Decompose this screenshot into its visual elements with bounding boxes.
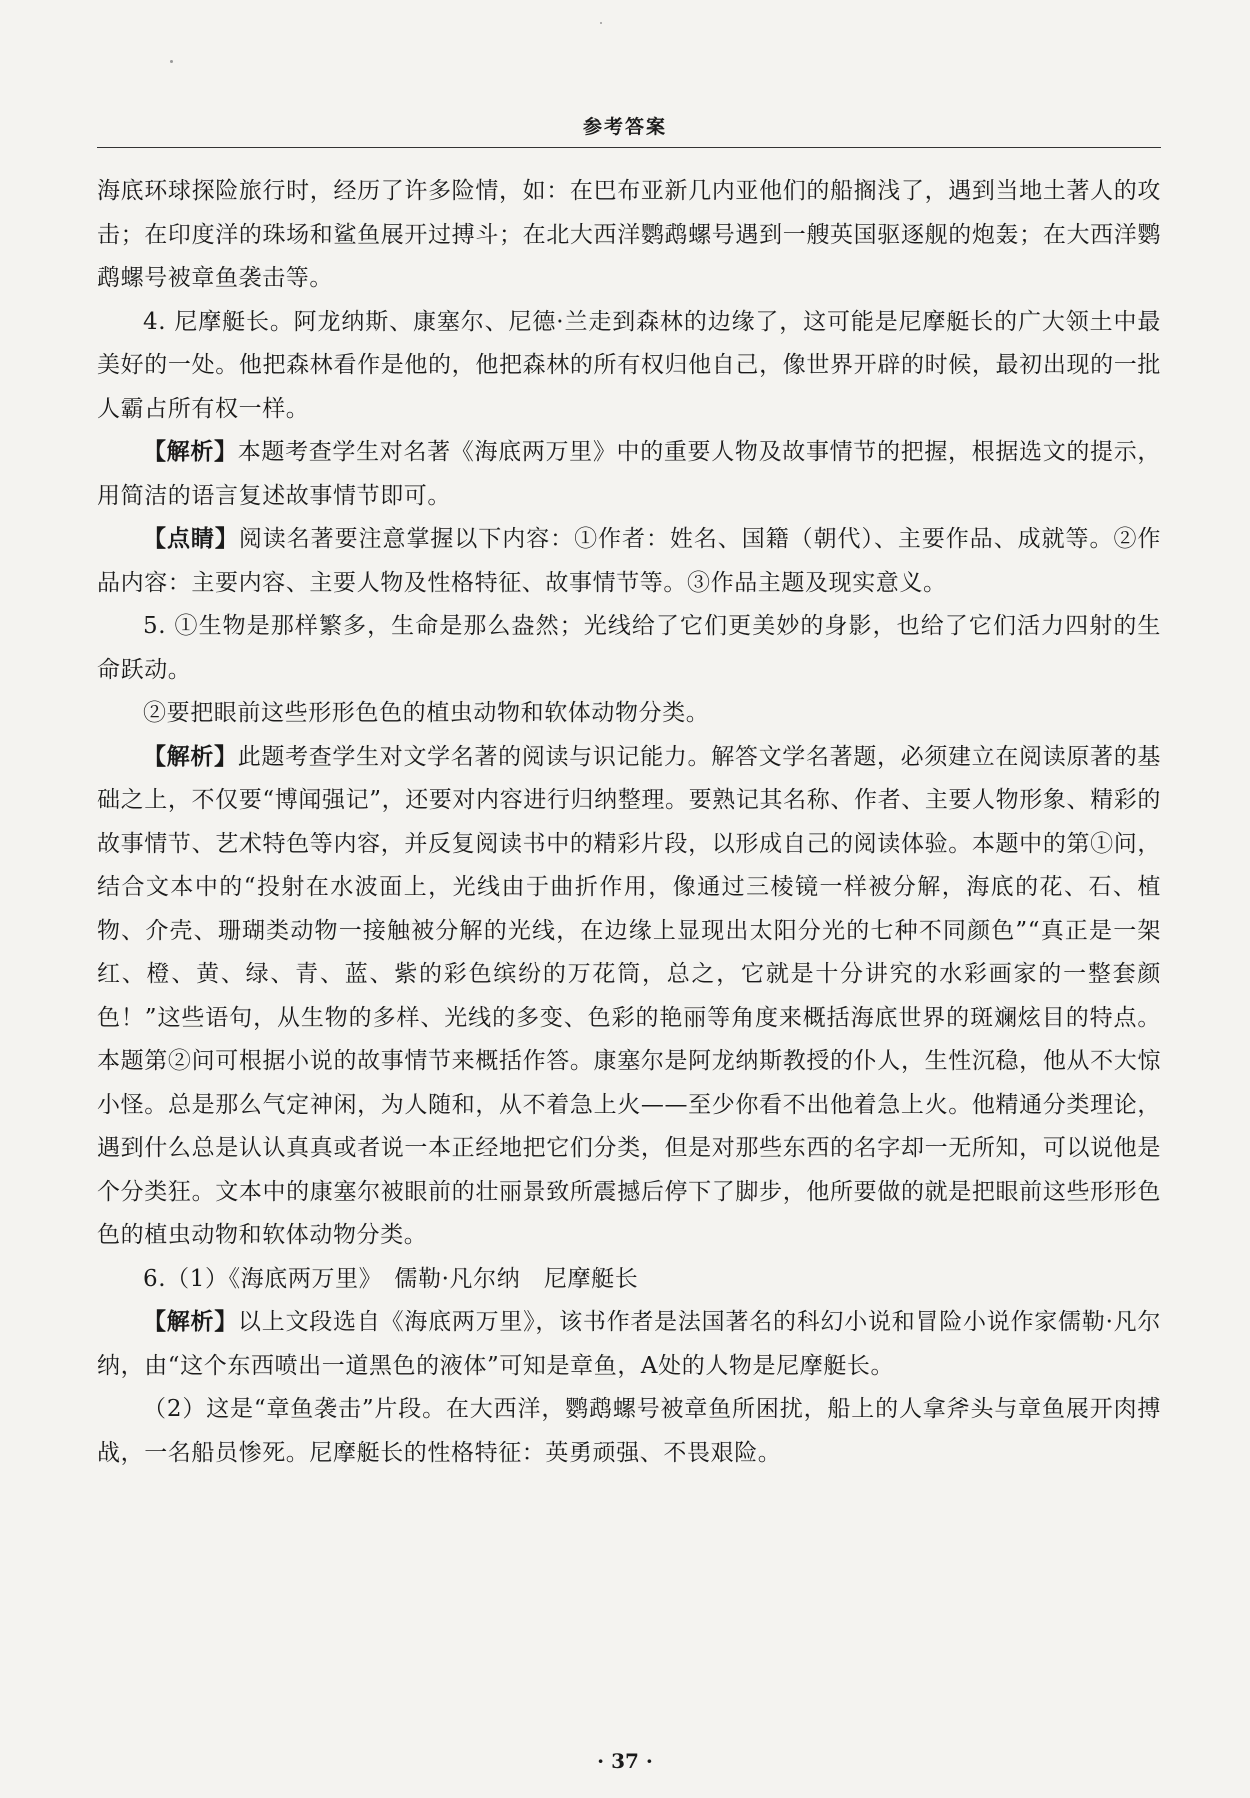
answer-4	[97, 301, 1161, 432]
answer-6-part-1	[97, 1258, 1161, 1302]
answer-6-part-2	[97, 1388, 1161, 1475]
tip-tag: 【点睛】	[143, 526, 239, 552]
analysis-tag: 【解析】	[143, 743, 238, 770]
answer-5-part-1	[97, 605, 1161, 692]
header-divider	[97, 147, 1161, 148]
analysis-tag: 【解析】	[143, 1309, 239, 1335]
paragraph-text: （2）这是“章鱼袭击”片段。在大西洋，鹦鹉螺号被章鱼所困扰，船上的人拿斧头与章鱼展开肉搏战，一名船员惨死。尼摩艇长的性格特征：英勇顽强、不畏艰险。	[97, 1396, 1161, 1466]
analysis-paragraph	[97, 736, 1161, 1258]
paragraph-text: 5. ①生物是那样繁多，生命是那么盎然；光线给了它们更美妙的身影，也给了它们活力四射的生命跃动。	[97, 613, 1161, 683]
paragraph-text: 4. 尼摩艇长。阿龙纳斯、康塞尔、尼德·兰走到森林的边缘了，这可能是尼摩艇长的广大领土中最美好的一处。他把森林看作是他的，他把森林的所有权归他自己，像世界开辟的时候，最初出现的一批人霸占所有权一样。	[97, 308, 1161, 422]
scan-speck	[170, 60, 173, 63]
answer-content	[97, 170, 1161, 1475]
page-header-title: 参考答案	[582, 116, 667, 138]
paragraph-text: ②要把眼前这些形形色色的植虫动物和软体动物分类。	[143, 700, 710, 726]
paragraph	[97, 170, 1161, 301]
analysis-paragraph	[97, 431, 1161, 518]
analysis-paragraph	[97, 1301, 1161, 1388]
paragraph-text: 阅读名著要注意掌握以下内容：①作者：姓名、国籍（朝代）、主要作品、成就等。②作品内容：主要内容、主要人物及性格特征、故事情节等。③作品主题及现实意义。	[97, 526, 1162, 596]
paragraph-text: 海底环球探险旅行时，经历了许多险情，如：在巴布亚新几内亚他们的船搁浅了，遇到当地土著人的攻击；在印度洋的珠场和鲨鱼展开过搏斗；在北大西洋鹦鹉螺号遇到一艘英国驱逐舰的炮轰；在大西洋鹦鹉螺号被章鱼袭击等。	[97, 178, 1161, 291]
scan-speck	[600, 22, 602, 24]
answer-5-part-2	[97, 692, 1161, 736]
paragraph-text: 此题考查学生对文学名著的阅读与识记能力。解答文学名著题，必须建立在阅读原著的基础之上，不仅要“博闻强记”，还要对内容进行归纳整理。要熟记其名称、作者、主要人物形象、精彩的故事情节、艺术特色等内容，并反复阅读书中的精彩片段，以形成自己的阅读体验。本题中的第①问，结合文本中的“投射在水波面上，光线由于曲折作用，像通过三棱镜一样被分解，海底的花、石、植物、介壳、珊瑚类动物一接触被分解的光线，在边缘上显现出太阳分光的七种不同颜色”“真正是一架红、橙、黄、绿、青、蓝、紫的彩色缤纷的万花筒，总之，它就是十分讲究的水彩画家的一整套颜色！”这些语句，从生物的多样、光线的多变、色彩的艳丽等角度来概括海底世界的斑斓炫目的特点。本题第②问可根据小说的故事情节来概括作答。康塞尔是阿龙纳斯教授的仆人，生性沉稳，他从不大惊小怪。总是那么气定神闲，为人随和，从不着急上火——至少你看不出他着急上火。他精通分类理论，遇到什么总是认认真真或者说一本正经地把它们分类，但是对那些东西的名字却一无所知，可以说他是个分类狂。文本中的康塞尔被眼前的壮丽景致所震撼后停下了脚步，他所要做的就是把眼前这些形形色色的植虫动物和软体动物分类。	[97, 743, 1162, 1248]
page-number: · 37 ·	[597, 1749, 653, 1773]
tip-paragraph	[97, 518, 1161, 605]
analysis-tag: 【解析】	[143, 439, 238, 465]
paragraph-text: 6.（1）《海底两万里》 儒勒·凡尔纳 尼摩艇长	[143, 1265, 639, 1292]
paragraph-text: 以上文段选自《海底两万里》，该书作者是法国著名的科幻小说和冒险小说作家儒勒·凡尔纳，由“这个东西喷出一道黑色的液体”可知是章鱼，A处的人物是尼摩艇长。	[97, 1309, 1161, 1379]
paragraph-text: 本题考查学生对名著《海底两万里》中的重要人物及故事情节的把握，根据选文的提示，用简洁的语言复述故事情节即可。	[97, 439, 1162, 509]
